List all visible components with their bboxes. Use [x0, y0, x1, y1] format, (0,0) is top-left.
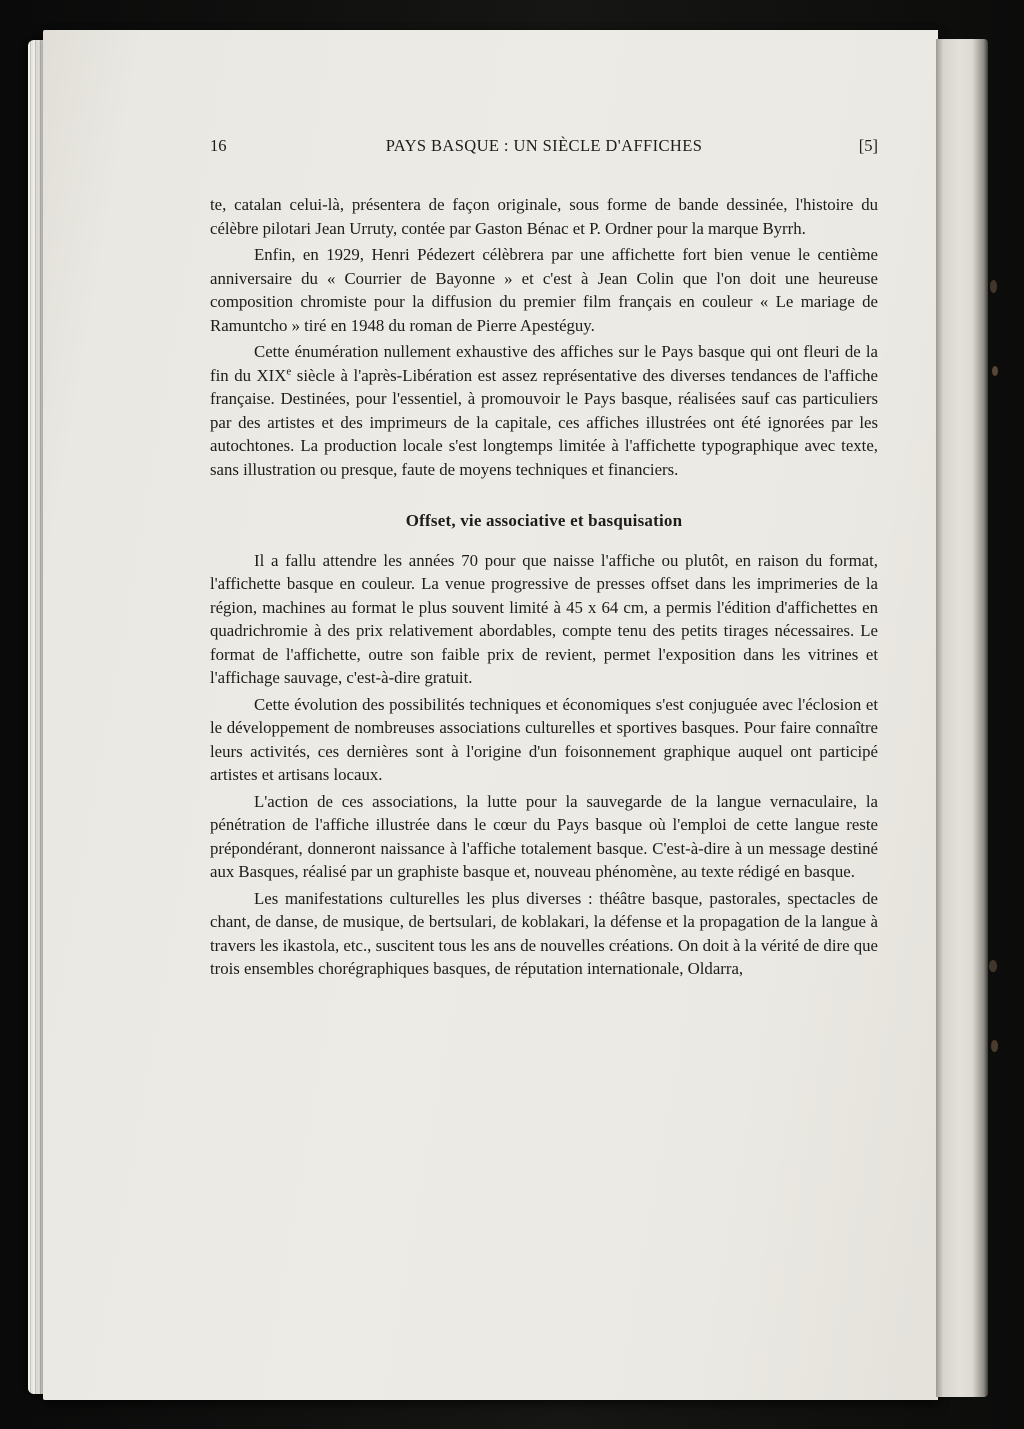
- running-head: [210, 136, 878, 156]
- book: [26, 30, 988, 1402]
- facing-page-edge: [936, 39, 988, 1397]
- body-paragraph: Enfin, en 1929, Henri Pédezert célèbrera par une affichette fort bien venue le centième anniversaire du « Courrier de Bayonne » et c'est à Jean Colin que l'on doit une heureuse composition chromiste pour la diffusion du premier film français en couleur « Le mariage de Ramuntcho » tiré en 1948 du roman de Pierre Apestéguy.: [210, 245, 878, 335]
- body-paragraph: Il a fallu attendre les années 70 pour que naisse l'affiche ou plutôt, en raison du format, l'affichette basque en couleur. La venue progressive de presses offset dans les imprimeries de la région, machines au format le plus souvent limité à 45 x 64 cm, a permis l'édition d'affichettes en quadrichromie à des prix relativement abordables, compte tenu des petits tirages nécessaires. Le format de l'affichette, outre son faible prix de revient, permet l'exposition dans les vitrines et l'affichage sauvage, c'est-à-dire gratuit.: [210, 550, 878, 687]
- body-paragraph: L'action de ces associations, la lutte pour la sauvegarde de la langue vernaculaire, la pénétration de l'affiche illustrée dans le cœur du Pays basque où l'emploi de cette langue reste prépondérant, donneront naissance à l'affiche totalement basque. C'est-à-dire à un message destiné aux Basques, réalisé par un graphiste basque et, nouveau phénomène, au texte rédigé en basque.: [210, 791, 878, 881]
- superscript: e: [286, 364, 292, 377]
- body-paragraph: te, catalan celui-là, présentera de façon originale, sous forme de bande dessinée, l'histoire du célèbre pilotari Jean Urruty, contée par Gaston Bénac et P. Ordner pour la marque Byrrh.: [210, 195, 878, 238]
- paragraph-text: Cette énumération nullement exhaustive des affiches sur le Pays basque qui ont fleuri de la fin du XIX: [210, 342, 878, 385]
- body-copy: [210, 193, 878, 981]
- paragraph-text: siècle à l'après-Libération est assez représentative des diverses tendances de l'affiche française. Destinées, pour l'essentiel, à promouvoir le Pays basque, réalisées sauf cas particuliers par des artistes et des imprimeurs de la capitale, ces affiches illustrées ont été ignorées par les autochtones. La production locale s'est longtemps limitée à l'affichette typographique avec texte, sans illustration ou presque, faute de moyens techniques et financiers.: [210, 365, 879, 479]
- stitch-mark: [989, 960, 997, 972]
- stitch-mark: [992, 366, 998, 376]
- stitch-mark: [990, 280, 997, 293]
- running-title: PAYS BASQUE : UN SIÈCLE D'AFFICHES: [385, 136, 703, 155]
- article-folio: [5]: [858, 136, 878, 155]
- body-paragraph: Les manifestations culturelles les plus diverses : théâtre basque, pastorales, spectacles de chant, de danse, de musique, de bertsulari, de koblakari, la défense et la propagation de la langue à travers les ikastola, etc., suscitent tous les ans de nouvelles créations. On doit à la vérité de dire que trois ensembles chorégraphiques basques, de réputation internationale, Oldarra,: [210, 888, 878, 978]
- body-paragraph: Cette évolution des possibilités techniques et économiques s'est conjuguée avec l'éclosion et le développement de nombreuses associations culturelles et sportives basques. Pour faire connaître leurs activités, ces dernières sont à l'origine d'un foisonnement graphique auquel ont participé artistes et artisans locaux.: [210, 694, 878, 784]
- text-block: [210, 136, 878, 981]
- body-paragraph: [210, 340, 878, 481]
- section-heading: Offset, vie associative et basquisation: [405, 511, 683, 530]
- stitch-mark: [991, 1040, 998, 1052]
- page-number: 16: [210, 136, 227, 155]
